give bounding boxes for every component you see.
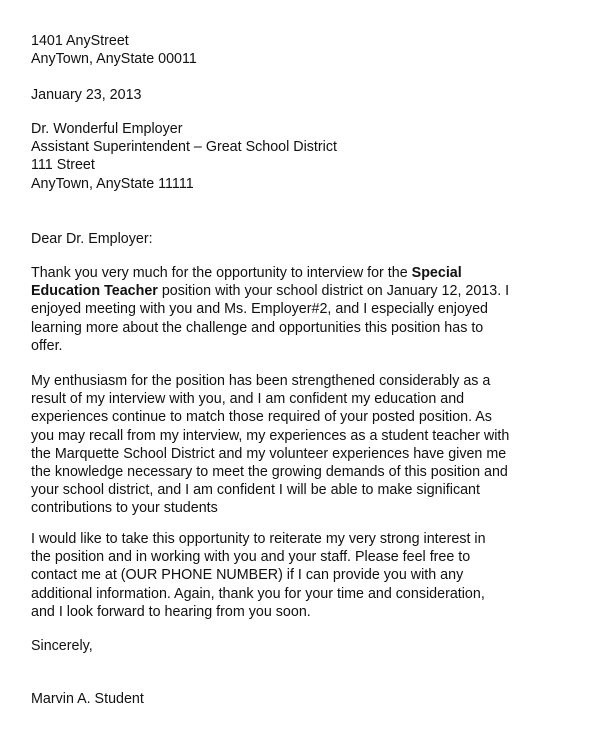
salutation [31, 230, 579, 248]
recipient-street: 111 Street [31, 157, 95, 174]
paragraph-text: position with your school district on January 12, 2013. I [157, 283, 510, 300]
job-title-part2: Education Teacher [31, 283, 158, 300]
paragraph-line: your school district, and I am confident I will be able to make significant [31, 482, 480, 499]
sender-city: AnyTown, AnyState 00011 [31, 51, 197, 68]
recipient-address [31, 120, 579, 193]
paragraph-line: offer. [31, 337, 63, 354]
paragraph-line: I would like to take this opportunity to reiterate my very strong interest in [31, 531, 486, 547]
signature-name: Marvin A. Student [31, 691, 144, 707]
letter-date [31, 86, 579, 104]
paragraph-thank-you [31, 264, 579, 355]
closing [31, 637, 579, 655]
paragraph-line: the knowledge necessary to meet the growing demands of this position and [31, 464, 508, 481]
paragraph-line: result of my interview with you, and I am confident my education and [31, 391, 465, 408]
paragraph-line: contact me at (OUR PHONE NUMBER) if I can provide you with any [31, 567, 464, 584]
paragraph-text: Thank you very much for the opportunity to interview for the [31, 265, 412, 281]
sender-street: 1401 AnyStreet [31, 33, 129, 49]
paragraph-line: experiences continue to match those required of your posted position. As [31, 409, 492, 426]
recipient-name: Dr. Wonderful Employer [31, 121, 183, 137]
paragraph-line: additional information. Again, thank you for your time and consideration, [31, 585, 485, 602]
paragraph-line: My enthusiasm for the position has been strengthened considerably as a [31, 373, 491, 389]
paragraph-line: enjoyed meeting with you and Ms. Employer#2, and I especially enjoyed [31, 301, 488, 318]
paragraph-reiterate [31, 530, 579, 621]
sender-address [31, 32, 579, 68]
job-title-part1: Special [411, 265, 462, 281]
salutation-text: Dear Dr. Employer: [31, 231, 153, 247]
paragraph-enthusiasm [31, 372, 579, 518]
paragraph-line [31, 264, 579, 282]
closing-text: Sincerely, [31, 638, 93, 654]
paragraph-line: the position and in working with you and your staff. Please feel free to [31, 549, 471, 566]
signature [31, 690, 579, 708]
recipient-city: AnyTown, AnyState 11111 [31, 175, 194, 192]
paragraph-line: the Marquette School District and my volunteer experiences have given me [31, 445, 507, 462]
recipient-title: Assistant Superintendent – Great School District [31, 139, 337, 156]
paragraph-line: you may recall from my interview, my experiences as a student teacher with [31, 427, 510, 444]
paragraph-line: learning more about the challenge and opportunities this position has to [31, 319, 484, 336]
paragraph-line: and I look forward to hearing from you soon. [31, 603, 311, 620]
paragraph-line: contributions to your students [31, 500, 218, 517]
paragraph-line [31, 282, 579, 300]
date-text: January 23, 2013 [31, 87, 142, 103]
